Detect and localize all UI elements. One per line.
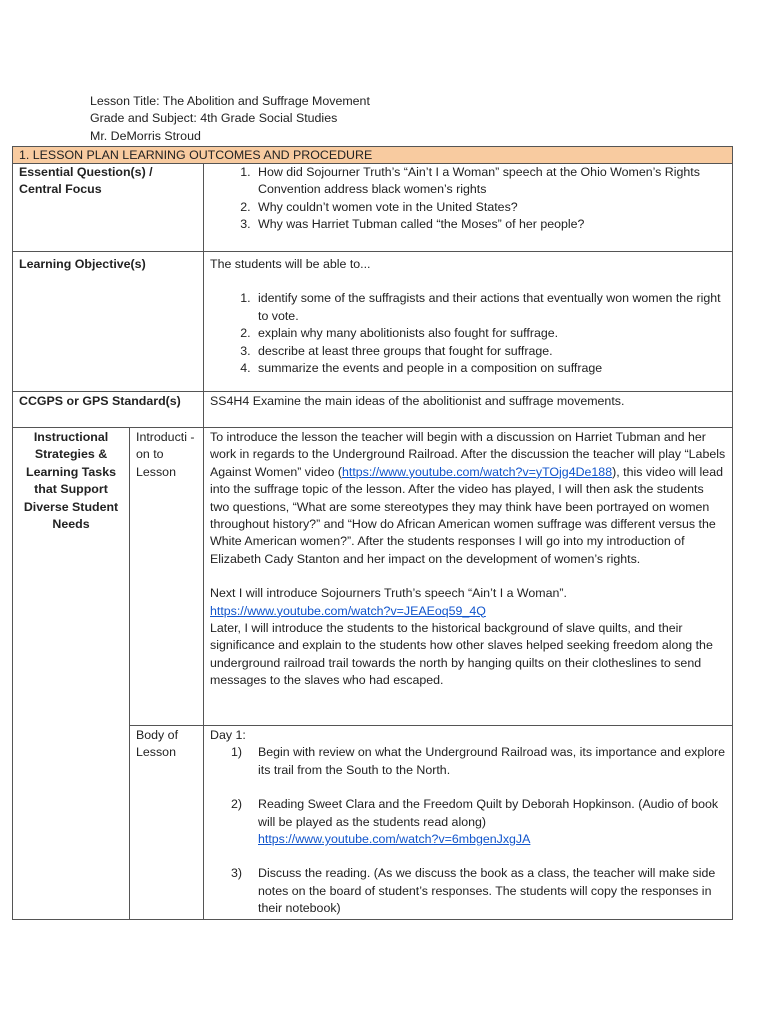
- step-number: 1): [231, 745, 243, 760]
- essential-question-label: Essential Question(s) / Central Focus: [13, 164, 204, 252]
- essential-question-row: [13, 164, 733, 252]
- sojourner-link-line: [210, 603, 726, 620]
- section-title: 1. LESSON PLAN LEARNING OUTCOMES AND PROCEDURE: [13, 147, 733, 164]
- aint-i-a-woman-link[interactable]: https://www.youtube.com/watch?v=JEAEoq59_4Q: [210, 603, 486, 618]
- learning-objective-label: Learning Objective(s): [13, 252, 204, 392]
- introduction-row: [13, 428, 733, 726]
- standards-row: [13, 392, 733, 428]
- introduction-label: Introducti -on to Lesson: [130, 428, 204, 726]
- body-steps-list: [210, 744, 726, 917]
- step-text: Discuss the reading. (As we discuss the book as a class, the teacher will make side notes on the board of student’s responses. The students will copy the responses in their notebook): [258, 866, 716, 916]
- instructional-strategies-label: Instructional Strategies & Learning Tasks that Support Diverse Student Needs: [13, 428, 130, 920]
- step-text: Reading Sweet Clara and the Freedom Quilt by Deborah Hopkinson. (Audio of book will be played as the students read along): [258, 797, 719, 829]
- grade-subject: Grade and Subject: 4th Grade Social Studies: [90, 111, 338, 126]
- step-number: 2): [231, 797, 243, 812]
- essential-question-content: [204, 164, 733, 252]
- learning-objective-row: [13, 252, 733, 392]
- essential-question-list: [210, 164, 726, 234]
- intro-text: ), this video will lead into the suffrage topic of the lesson. After the video has played, I will then ask the students two questions, “What are some stereotypes they may think have been portrayed on women throughout history?” and “How do African American women suffrage was different versus the White American women?”. After the students responses I will go into my introduction of Elizabeth Cady Stanton and her impact on the development of women’s rights.: [210, 464, 723, 566]
- quilts-paragraph: Later, I will introduce the students to the historical background of slave quilts, and their significance and explain to the students how other slaves helped seeking freedom along the underground railroad trail towards the north by hanging quilts on their clotheslines to send messages to the slaves who had escaped.: [210, 621, 713, 688]
- objective-list: [210, 290, 726, 377]
- sweet-clara-audio-link[interactable]: https://www.youtube.com/watch?v=6mbgenJxgJA: [258, 832, 531, 847]
- step-number: 3): [231, 866, 243, 881]
- list-item: 3. describe at least three groups that fought for suffrage.: [254, 343, 726, 360]
- list-item: 2. explain why many abolitionists also fought for suffrage.: [254, 325, 726, 342]
- list-item: 4. summarize the events and people in a composition on suffrage: [254, 360, 726, 377]
- lesson-title: Lesson Title: The Abolition and Suffrage Movement: [90, 94, 370, 108]
- list-item: [231, 796, 726, 848]
- body-of-lesson-content: [204, 726, 733, 920]
- day-label: Day 1:: [210, 728, 246, 742]
- step-text: Begin with review on what the Underground Railroad was, its importance and explore its trail from the South to the North.: [258, 745, 725, 777]
- list-item: 1. identify some of the suffragists and their actions that eventually won women the right to vote.: [254, 290, 726, 325]
- list-item: [231, 744, 726, 779]
- labels-against-women-link[interactable]: https://www.youtube.com/watch?v=yTOjg4De188: [342, 464, 613, 479]
- objective-intro: The students will be able to...: [210, 257, 371, 271]
- body-of-lesson-label: Body of Lesson: [130, 726, 204, 920]
- standards-content: SS4H4 Examine the main ideas of the abolitionist and suffrage movements.: [204, 392, 733, 428]
- list-item: [231, 865, 726, 917]
- standards-label: CCGPS or GPS Standard(s): [13, 392, 204, 428]
- list-item: 2. Why couldn’t women vote in the United States?: [254, 199, 726, 216]
- teacher-name: Mr. DeMorris Stroud: [90, 128, 201, 143]
- list-item: 1. How did Sojourner Truth’s “Ain’t I a Woman” speech at the Ohio Women’s Rights Convention address black women’s rights: [254, 164, 726, 199]
- introduction-paragraph: [210, 429, 726, 568]
- lesson-plan-table: [12, 146, 733, 920]
- introduction-content: [204, 428, 733, 726]
- document-header: [90, 93, 370, 145]
- intro-text: To introduce the lesson the teacher will begin with a discussion on Harriet Tubman and her work in regards to the Underground Railroad. After the discussion the teacher will play “Labels Against Women” video (: [210, 430, 726, 479]
- learning-objective-content: [204, 252, 733, 392]
- section-header-row: [13, 147, 733, 164]
- sojourner-paragraph: Next I will introduce Sojourners Truth’s speech “Ain’t I a Woman”.: [210, 586, 567, 601]
- list-item: 3. Why was Harriet Tubman called “the Moses” of her people?: [254, 216, 726, 233]
